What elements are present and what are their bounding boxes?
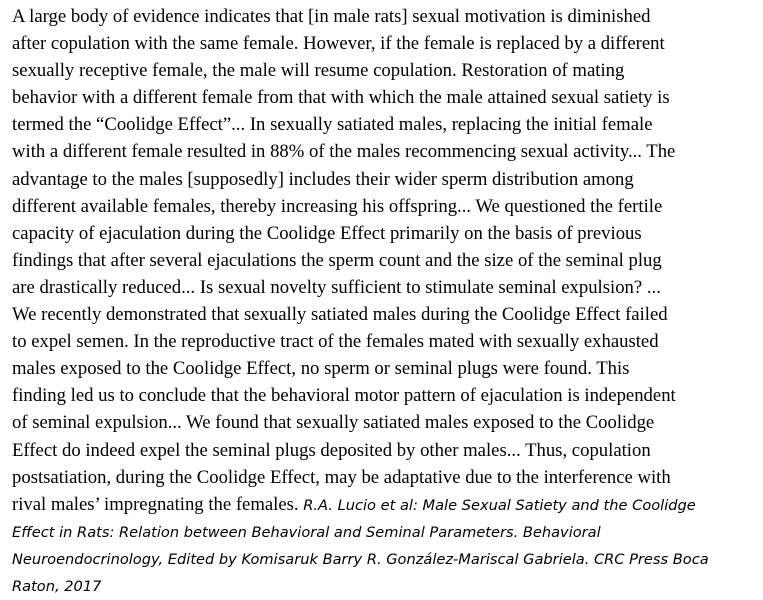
passage-line: behavior with a different female from that with which the male attained sexual satiety is: [12, 87, 670, 109]
citation-line: Neuroendocrinology, Edited by Komisaruk Barry R. González-Mariscal Gabriela. CRC Press Boca: [12, 550, 709, 568]
passage-final-text: rival males’ impregnating the females.: [12, 493, 304, 515]
passage-line: advantage to the males [supposedly] includes their wider sperm distribution among: [12, 168, 634, 190]
passage-line: sexually receptive female, the male will resume copulation. Restoration of mating: [12, 60, 625, 82]
passage-line: males exposed to the Coolidge Effect, no sperm or seminal plugs were found. This: [12, 358, 630, 380]
passage-line: termed the “Coolidge Effect”... In sexually satiated males, replacing the initial female: [12, 114, 653, 136]
passage-line: finding led us to conclude that the behavioral motor pattern of ejaculation is independent: [12, 385, 676, 407]
citation-line: Raton, 2017: [12, 577, 102, 595]
passage-line: to expel semen. In the reproductive tract of the females mated with sexually exhausted: [12, 331, 659, 353]
passage-line: findings that after several ejaculations the sperm count and the size of the seminal plug: [12, 249, 662, 271]
citation-start: R.A. Lucio et al: Male Sexual Satiety and the Coolidge: [303, 496, 696, 514]
passage-line: different available females, thereby increasing his offspring... We questioned the fertile: [12, 195, 663, 217]
passage-line: We recently demonstrated that sexually satiated males during the Coolidge Effect failed: [12, 304, 668, 326]
citation-line: Effect in Rats: Relation between Behavioral and Seminal Parameters. Behavioral: [12, 523, 601, 541]
passage-final-line: [12, 491, 759, 519]
passage-line: Effect do indeed expel the seminal plugs deposited by other males... Thus, copulation: [12, 439, 651, 461]
passage-line: A large body of evidence indicates that [in male rats] sexual motivation is diminished: [12, 6, 651, 27]
passage-line: with a different female resulted in 88% of the males recommencing sexual activity... The: [12, 141, 676, 163]
quoted-passage: [12, 3, 759, 600]
passage-line: of seminal expulsion... We found that sexually satiated males exposed to the Coolidge: [12, 412, 655, 434]
passage-line: capacity of ejaculation during the Coolidge Effect primarily on the basis of previous: [12, 222, 642, 244]
passage-line: postsatiation, during the Coolidge Effect, may be adaptative due to the interference with: [12, 466, 671, 488]
passage-line: after copulation with the same female. However, if the female is replaced by a different: [12, 33, 665, 55]
passage-line: are drastically reduced... Is sexual novelty sufficient to stimulate seminal expulsion? ...: [12, 276, 661, 298]
